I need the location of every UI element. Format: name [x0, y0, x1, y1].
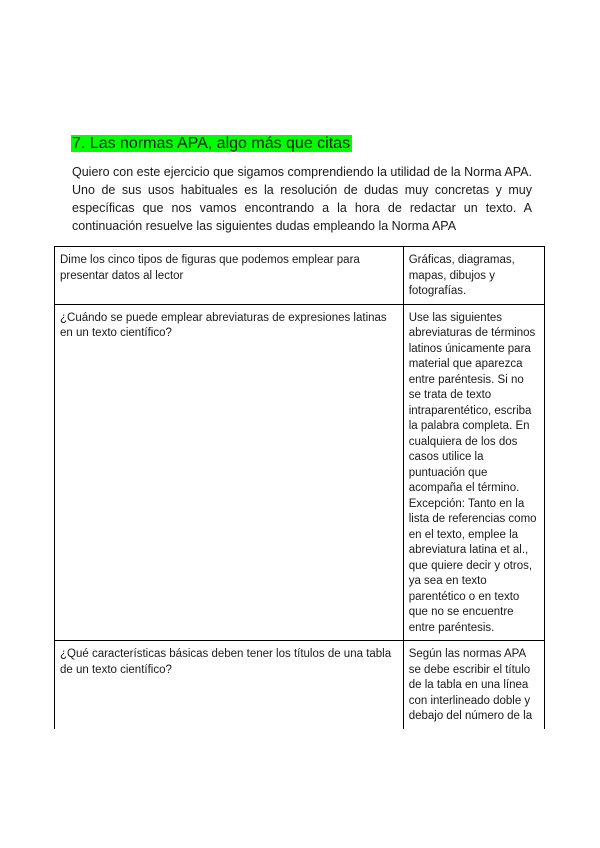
table-row: [55, 304, 545, 641]
answer-cell: Gráficas, diagramas, mapas, dibujos y fotografías.: [403, 247, 544, 305]
intro-paragraph: Quiero con este ejercicio que sigamos comprendiendo la utilidad de la Norma APA. Uno de sus usos habituales es la resolución de dudas muy concretas y muy específicas que nos vamos encontrando a la hora de redactar un texto. A continuación resuelve las siguientes dudas empleando la Norma APA: [72, 165, 532, 233]
question-cell: ¿Cuándo se puede emplear abreviaturas de expresiones latinas en un texto científico?: [55, 304, 404, 641]
table-row: [55, 247, 545, 305]
section-heading-text: 7. Las normas APA, algo más que citas: [72, 135, 351, 152]
question-cell: Dime los cinco tipos de figuras que podemos emplear para presentar datos al lector: [55, 247, 404, 305]
section-heading: [71, 134, 352, 154]
table-row: [55, 641, 545, 729]
qa-table: [54, 246, 545, 729]
answer-cell: Use las siguientes abreviaturas de términos latinos únicamente para material que aparezca entre paréntesis. Si no se trata de texto intraparentético, escriba la palabra completa. En cualquiera de los dos casos utilice la puntuación que acompaña el término. Excepción: Tanto en la lista de referencias como en el texto, emplee la abreviatura latina et al., que quiere decir y otros, ya sea en texto parentético o en texto que no se encuentre entre paréntesis.: [403, 304, 544, 641]
question-cell: ¿Qué características básicas deben tener los títulos de una tabla de un texto científico?: [55, 641, 404, 729]
answer-cell: Según las normas APA se debe escribir el título de la tabla en una línea con interlineado doble y debajo del número de la: [403, 641, 544, 729]
